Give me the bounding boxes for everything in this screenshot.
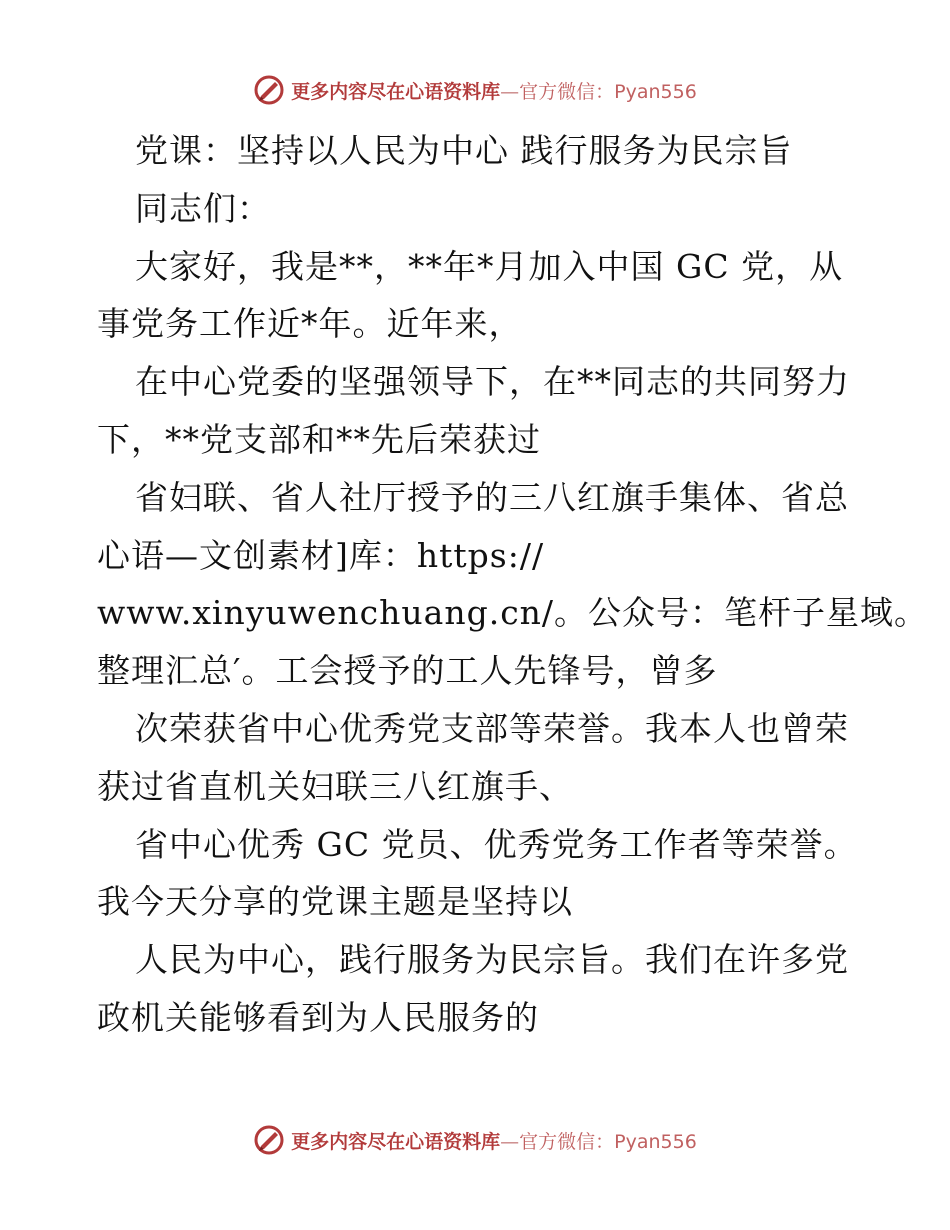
pen-logo-icon	[253, 1124, 285, 1156]
paragraph-line: 整理汇总′。工会授予的工人先锋号，曾多	[97, 651, 718, 691]
paragraph-line: 事党务工作近*年。近年来，	[97, 304, 523, 344]
paragraph-line: 获过省直机关妇联三八红旗手、	[97, 766, 573, 806]
paragraph-line: 在中心党委的坚强领导下，在**同志的共同努力	[135, 362, 850, 402]
banner-text: 更多内容尽在心语资料库—官方微信：Pyan556	[291, 1130, 697, 1153]
banner-text: 更多内容尽在心语资料库—官方微信：Pyan556	[291, 80, 697, 103]
paragraph-line: 大家好，我是**，**年*月加入中国 GC 党，从	[135, 246, 844, 286]
paragraph-line: 省妇联、省人社厅授予的三八红旗手集体、省总	[135, 477, 849, 517]
doc-title: 党课：坚持以人民为中心 践行服务为民宗旨	[135, 131, 793, 170]
paragraph-line: 人民为中心，践行服务为民宗旨。我们在许多党	[135, 940, 849, 980]
salutation: 同志们：	[135, 188, 271, 228]
paragraph-line: 政机关能够看到为人民服务的	[97, 997, 539, 1037]
paragraph-line: www.xinyuwenchuang.cn/。公众号：笔杆子星域。	[97, 593, 929, 633]
paragraph-line: 省中心优秀 GC 党员、优秀党务工作者等荣誉。	[135, 824, 858, 864]
header-banner	[0, 70, 950, 110]
pen-logo-icon	[253, 74, 285, 106]
document-body	[97, 122, 929, 1047]
paragraph-line: 心语—文创素材]库：https://	[97, 535, 545, 575]
footer-banner	[0, 1120, 950, 1160]
paragraph-line: 我今天分享的党课主题是坚持以	[97, 882, 573, 922]
paragraph-line: 次荣获省中心优秀党支部等荣誉。我本人也曾荣	[135, 708, 849, 748]
paragraph-line: 下，**党支部和**先后荣获过	[97, 419, 541, 459]
